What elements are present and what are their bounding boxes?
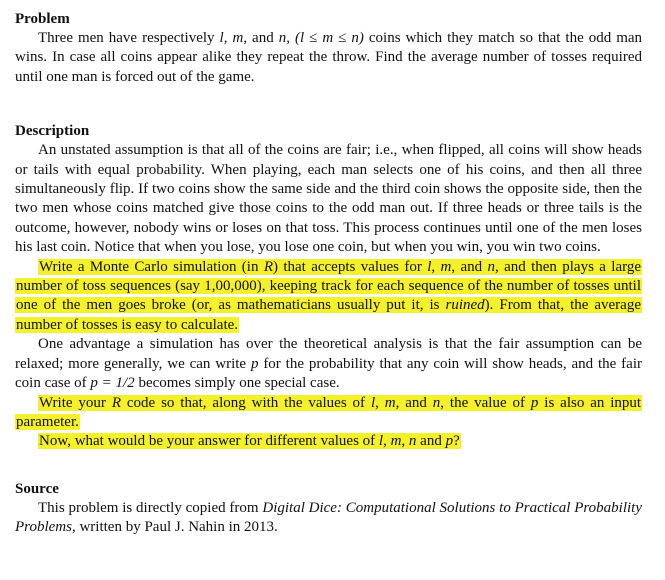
description-paragraph-2 [15, 258, 642, 336]
problem-text: Three men have respectively l, m, and n, (l ≤ m ≤ n) coins which they match so that the odd man wins. In case all coins appear alike they repeat the throw. Find the average number of tosses required until one man is forced out of the game. [15, 30, 643, 85]
highlight: Now, what would be your answer for different values of l, m, n and p? [39, 433, 460, 450]
description-paragraph-3: One advantage a simulation has over the theoretical analysis is that the fair assumption can be relaxed; more generally, we can write p for the probability that any coin will show heads, and the fair coin case of p = 1/2 becomes simply one special case. [15, 336, 642, 392]
description-paragraph-5 [15, 432, 642, 451]
source-heading: Source [15, 480, 59, 497]
description-paragraph-1: An unstated assumption is that all of the coins are fair; i.e., when flipped, all coins will show heads or tails with equal probability. When playing, each man selects one of his coins, and then all three simultaneously flip. If two coins show the same side and the third coin shows the opposite side, then the two men whose coins matched give those coins to the odd man out. If three heads or three tails is the outcome, however, nobody wins or loses on that toss. This process continues until one of the men loses his last coin. Notice that when you lose, you lose one coin, but when you win, you win two coins. [15, 142, 642, 256]
source-section [15, 480, 642, 538]
description-paragraph-4 [15, 394, 642, 433]
source-text: This problem is directly copied from Digital Dice: Computational Solutions to Practical Probability Problems, written by Paul J. Nahin in 2013. [15, 499, 643, 536]
problem-heading: Problem [15, 11, 70, 27]
highlight: Write a Monte Carlo simulation (in R) that accepts values for l, m, and n, and then plays a large number of toss sequences (say 1,00,000), keeping track for each sequence of the number of tosses until one of the men goes broke (or, as mathematicians usually put it, is ruined). From that, the average number of tosses is easy to calculate. [16, 258, 642, 333]
problem-condition: (l ≤ m ≤ n) [294, 30, 364, 46]
highlight: Write your R code so that, along with the values of l, m, and n, the value of p is also an input parameter. [16, 394, 642, 430]
description-section [15, 122, 642, 452]
description-heading: Description [15, 123, 90, 140]
problem-section [15, 10, 642, 87]
document-page [15, 10, 642, 538]
book-title: Digital Dice: Computational Solutions to Practical Probability Problems [15, 499, 643, 536]
